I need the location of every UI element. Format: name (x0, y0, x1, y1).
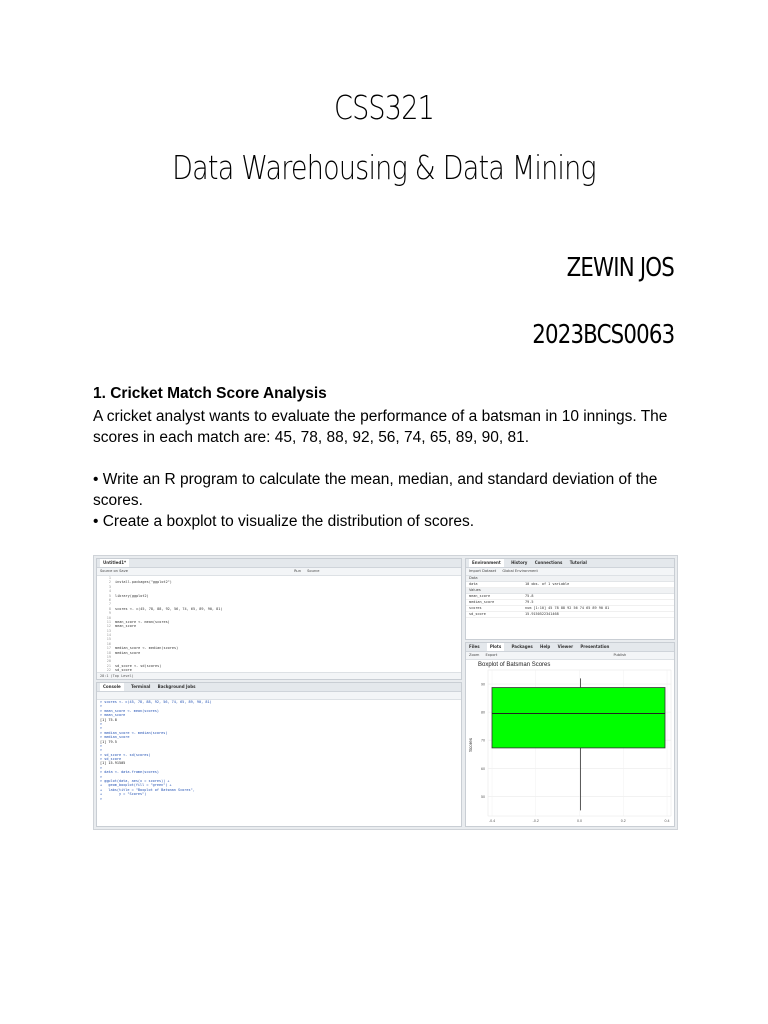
code-text: scores <- c(45, 78, 88, 92, 56, 74, 65, 89, 90, 81) (115, 606, 223, 611)
env-var-name: data (469, 582, 478, 586)
tab-terminal[interactable]: Terminal (131, 684, 151, 689)
line-number: 15 (106, 637, 111, 642)
console-input-line: > sd_score (100, 757, 122, 762)
console-input-line: > (100, 796, 103, 801)
line-number: 18 (106, 650, 111, 655)
source-button[interactable]: Source (307, 569, 320, 573)
tab-tutorial[interactable]: Tutorial (569, 560, 587, 565)
tab-plots[interactable]: Plots (487, 643, 504, 651)
editor-tab[interactable]: Untitled1* (100, 559, 129, 567)
line-number: 19 (106, 655, 111, 660)
import-dataset-button[interactable]: Import Dataset (469, 569, 497, 573)
tab-environment[interactable]: Environment (469, 559, 504, 567)
course-code: CSS321 (334, 88, 434, 127)
line-number: 7 (108, 602, 111, 607)
editor-pane (96, 558, 462, 680)
console-input-line: > mean_score <- mean(scores) (100, 708, 160, 713)
env-var-name: sd_score (469, 612, 486, 616)
y-tick-label: 80 (481, 710, 485, 715)
line-number: 5 (108, 593, 111, 598)
line-number: 20 (106, 659, 111, 664)
code-text: library(ggplot2) (115, 593, 149, 598)
code-text: median_score <- median(scores) (115, 646, 179, 651)
run-button[interactable]: Run (294, 569, 301, 573)
console-input-line: > sd_score <- sd(scores) (100, 752, 151, 757)
console-input-line: > (100, 743, 103, 748)
line-number: 3 (108, 584, 111, 589)
plots-pane (465, 642, 675, 827)
code-text: mean_score (115, 624, 137, 629)
line-number: 6 (108, 597, 111, 602)
line-number: 8 (108, 606, 111, 611)
console-input-line: > ggplot(data, aes(x = scores)) + (100, 779, 170, 784)
tab-help[interactable]: Help (539, 644, 551, 649)
env-var-value: 10 obs. of 1 variable (525, 582, 570, 586)
code-text: mean_score <- mean(scores) (115, 619, 170, 624)
console-output-line: [1] 75.8 (100, 717, 117, 722)
console-pane (96, 682, 462, 827)
env-var-name: median_score (469, 600, 495, 604)
console-input-line: + y = "Scores") (100, 792, 147, 797)
env-var-value: 15.9150522341468 (525, 612, 559, 616)
code-text: sd_score (115, 668, 132, 673)
env-section-data: Data (466, 576, 674, 582)
tab-background-jobs[interactable]: Background Jobs (157, 684, 196, 689)
editor-status: 28:1 (Top Level) (97, 672, 461, 679)
tab-files[interactable]: Files (469, 644, 480, 649)
line-number: 11 (106, 619, 111, 624)
y-tick-label: 60 (481, 766, 485, 771)
source-on-save-checkbox[interactable]: Source on Save (100, 569, 128, 573)
console-input-line: > (100, 748, 103, 753)
publish-button[interactable]: Publish (613, 653, 627, 657)
line-number: 1 (108, 576, 111, 580)
tab-packages[interactable]: Packages (511, 644, 533, 649)
console-input-line: > data <- data.frame(scores) (100, 770, 160, 775)
env-row[interactable] (466, 612, 674, 618)
line-number: 17 (106, 646, 111, 651)
question-bullet-1: • Write an R program to calculate the mean, median, and standard deviation of the scores. (93, 471, 658, 509)
line-number: 10 (106, 615, 111, 620)
chart-title: Boxplot of Batsman Scores (478, 662, 551, 668)
x-tick-label: 0.0 (577, 819, 582, 823)
env-var-value: 75.8 (525, 594, 534, 598)
console-input-line: > median_score (100, 735, 130, 740)
console-input-line: > (100, 774, 103, 779)
course-title: Data Warehousing & Data Mining (172, 148, 596, 187)
code-text: install.packages("ggplot2") (115, 580, 172, 585)
console-input-line: > (100, 704, 103, 709)
line-number: 16 (106, 641, 111, 646)
console-input-line: > (100, 726, 103, 731)
tab-history[interactable]: History (511, 560, 528, 565)
zoom-button[interactable]: Zoom (469, 653, 480, 657)
env-var-name: scores (469, 606, 482, 610)
code-lines[interactable] (97, 576, 461, 672)
console-output[interactable] (100, 700, 461, 826)
question-paragraph: A cricket analyst wants to evaluate the performance of a batsman in 10 innings. The scores in each match are: 45, 78, 88, 92, 56, 74, 65, 89, 90, 81. (93, 408, 668, 446)
env-var-value: 79.5 (525, 600, 534, 604)
code-text: median_score (115, 650, 141, 655)
x-tick-label: -0.4 (488, 819, 496, 823)
x-tick-label: -0.2 (532, 819, 539, 823)
line-number: 22 (106, 668, 111, 673)
line-number: 14 (106, 633, 111, 638)
env-section-values: Values (466, 588, 674, 594)
rstudio-screenshot (93, 555, 678, 830)
console-input-line: > (100, 765, 103, 770)
tab-connections[interactable]: Connections (534, 560, 563, 565)
code-text: sd_score <- sd(scores) (115, 663, 162, 668)
env-value-rows (466, 594, 674, 618)
line-number: 21 (106, 663, 111, 668)
console-input-line: > scores <- c(45, 78, 88, 92, 56, 74, 65, 89, 90, 81) (100, 700, 212, 704)
tab-console[interactable]: Console (100, 683, 124, 691)
question-bullet-2: • Create a boxplot to visualize the distribution of scores. (93, 513, 475, 530)
student-id: 2023BCS0063 (531, 320, 674, 350)
console-output-line: [1] 15.91505 (100, 761, 126, 766)
y-axis-label: Scores (468, 737, 473, 753)
x-tick-label: 0.4 (664, 819, 670, 823)
line-number: 13 (106, 628, 111, 633)
x-tick-label: 0.2 (620, 819, 626, 823)
line-number: 12 (106, 624, 111, 629)
boxplot-chart (466, 660, 674, 826)
box-iqr (492, 688, 665, 748)
question-heading: 1. Cricket Match Score Analysis (93, 385, 327, 402)
console-input-line: > median_score <- median(scores) (100, 730, 168, 735)
env-var-value: num [1:10] 45 78 88 92 56 74 65 89 90 81 (525, 606, 610, 610)
console-input-line: > mean_score (100, 713, 126, 718)
console-input-line: > (100, 721, 103, 726)
export-button[interactable]: Export (485, 653, 498, 657)
global-environment-dropdown[interactable]: Global Environment (502, 569, 538, 573)
y-tick-label: 90 (481, 682, 485, 687)
line-number: 4 (108, 589, 111, 594)
console-output-line: [1] 79.5 (100, 739, 117, 744)
y-tick-label: 50 (481, 794, 485, 799)
y-tick-label: 70 (481, 738, 485, 743)
env-var-name: mean_score (469, 594, 491, 598)
line-number: 9 (108, 611, 111, 616)
environment-pane (465, 558, 675, 640)
console-input-line: + geom_boxplot(fill = "green") + (100, 783, 172, 788)
console-input-line: + labs(title = "Boxplot of Batsman Scores", (100, 787, 195, 792)
tab-presentation[interactable]: Presentation (580, 644, 610, 649)
line-number: 2 (108, 580, 111, 585)
tab-viewer[interactable]: Viewer (557, 644, 574, 649)
student-name: ZEWIN JOS (566, 253, 674, 283)
